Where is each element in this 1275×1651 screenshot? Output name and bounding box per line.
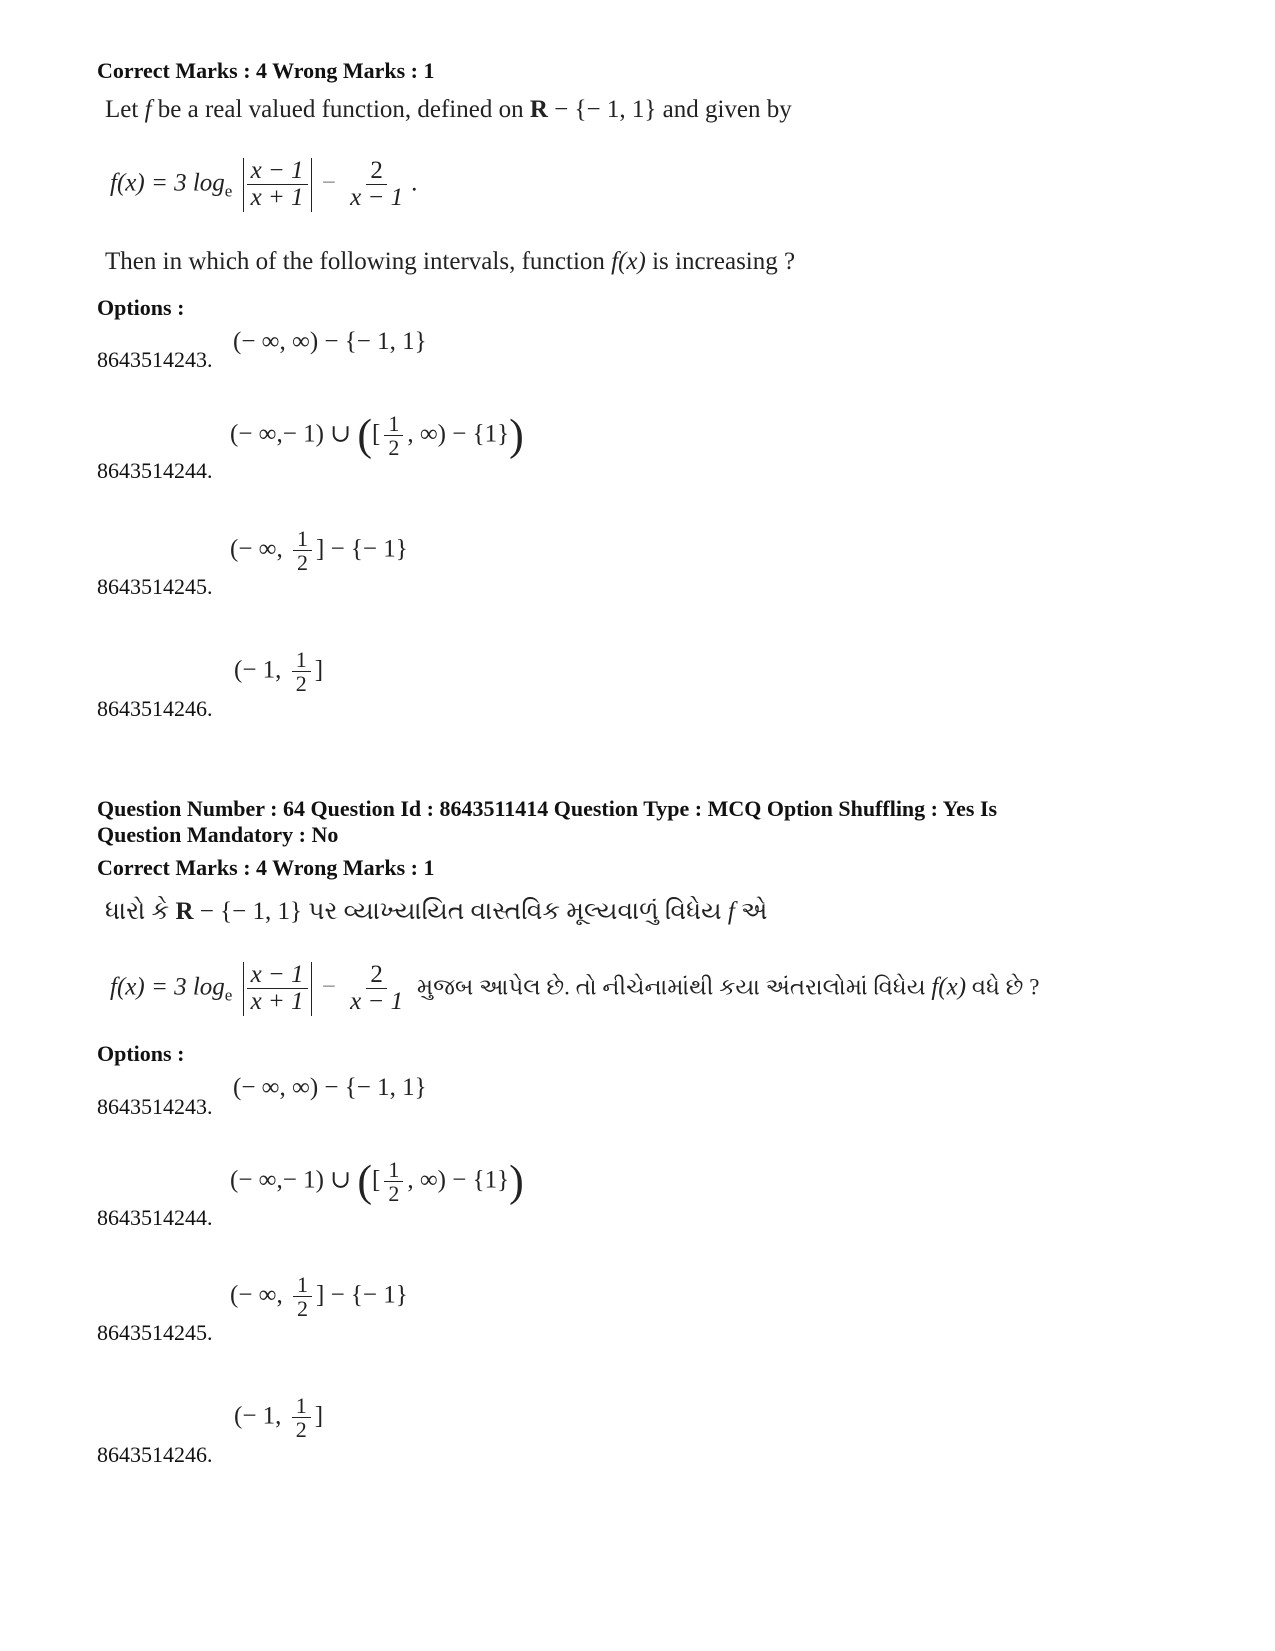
q1-question-pre: Then in which of the following intervals, function — [105, 248, 612, 275]
q2-intro — [105, 898, 767, 926]
q2-opt2-open: ( — [357, 1156, 373, 1206]
q2-option-4-text — [234, 1394, 323, 1441]
q2-opt4-den: 2 — [295, 1417, 307, 1443]
q2-opt2-post: , ∞) − {1} — [407, 1166, 510, 1194]
q1-formula-frac — [346, 158, 407, 212]
q1-question — [105, 248, 795, 276]
q2-formula — [110, 962, 1039, 1016]
opt2-post: , ∞) − {1} — [407, 420, 510, 448]
q1-intro-post: be a real valued function, defined on — [151, 96, 530, 123]
q2-formula-frac — [346, 962, 407, 1016]
opt3-post: ] − {− 1} — [316, 535, 408, 563]
opt3-pre: (− ∞, — [230, 535, 289, 563]
q2-option-2-text — [230, 1158, 524, 1205]
q2-header-line1: Question Number : 64 Question Id : 8643511414 Question Type : MCQ Option Shuffling : Yes Is — [97, 796, 998, 821]
q2-opt2-pre: (− ∞,− 1) ∪ — [230, 1166, 358, 1194]
opt4-frac — [292, 648, 311, 695]
q2-abs-den: x + 1 — [250, 988, 304, 1016]
opt4-pre: (− 1, — [234, 656, 288, 684]
q2-intro-post: − {− 1, 1} પર વ્યાખ્યાયિત વાસ્તવિક મૂલ્યવાળું વિધેય — [193, 898, 728, 925]
opt3-num: 1 — [293, 527, 312, 551]
q2-intro-end: એ — [734, 898, 768, 925]
q2-option-2-id: 8643514244. — [97, 1205, 213, 1230]
q2-abs-num: x − 1 — [247, 962, 308, 989]
q2-opt3-frac — [293, 1273, 312, 1320]
q1-intro — [105, 96, 792, 124]
opt3-frac — [293, 527, 312, 574]
q2-option-4-id: 8643514246. — [97, 1442, 213, 1467]
q2-opt2-bracket: [ — [372, 1166, 381, 1194]
q2-opt4-pre: (− 1, — [234, 1402, 288, 1430]
q2-intro-pre: ધારો કે — [105, 898, 176, 925]
opt2-den: 2 — [388, 435, 400, 461]
q1-abs-num: x − 1 — [247, 158, 308, 185]
q2-formula-tail-f: f(x) — [931, 973, 967, 1001]
q1-option-1-text: (− ∞, ∞) − {− 1, 1} — [233, 328, 427, 355]
q2-options-label: Options : — [97, 1041, 185, 1066]
opt4-den: 2 — [295, 671, 307, 697]
opt2-bracket: [ — [372, 420, 381, 448]
q1-abs-den: x + 1 — [250, 184, 304, 212]
q2-opt3-num: 1 — [293, 1273, 312, 1297]
q2-opt2-num: 1 — [384, 1158, 403, 1182]
q1-option-1-id: 8643514243. — [97, 347, 213, 372]
opt2-num: 1 — [384, 412, 403, 436]
q2-formula-minus: − — [321, 973, 336, 1001]
q2-option-3-text — [230, 1273, 408, 1320]
q1-option-4-id: 8643514246. — [97, 696, 213, 721]
q1-intro-set: − {− 1, 1} and given by — [547, 96, 792, 123]
q1-option-3-text — [230, 527, 408, 574]
opt2-open: ( — [357, 410, 373, 460]
q2-opt4-frac — [292, 1394, 311, 1441]
q2-opt2-den: 2 — [388, 1181, 400, 1207]
q1-frac-num: 2 — [366, 158, 387, 185]
q1-formula-abs — [243, 158, 312, 212]
q1-question-post: is increasing ? — [645, 248, 796, 275]
q2-formula-lhs: f(x) = 3 log — [110, 973, 225, 1001]
q1-question-f: f(x) — [611, 248, 646, 275]
opt3-den: 2 — [297, 550, 308, 576]
q1-intro-pre: Let — [105, 96, 145, 123]
opt2-close: ) — [509, 410, 524, 460]
q2-formula-tail-pre: મુજબ આપેલ છે. તો નીચેનામાંથી કયા અંતરાલોમાં વિધેય — [411, 974, 932, 1000]
q2-intro-f: f — [727, 898, 735, 925]
q1-marks: Correct Marks : 4 Wrong Marks : 1 — [97, 58, 435, 83]
q1-options-label: Options : — [97, 295, 185, 320]
opt2-pre: (− ∞,− 1) ∪ — [230, 420, 358, 448]
q1-option-2-text — [230, 412, 524, 459]
q1-intro-f: f — [144, 96, 152, 123]
q2-formula-base: e — [224, 985, 233, 1005]
q1-frac-den: x − 1 — [350, 184, 404, 212]
q1-formula-end: . — [411, 169, 418, 197]
q1-option-4-text — [234, 648, 323, 695]
q2-opt2-frac — [384, 1158, 403, 1205]
q2-opt3-den: 2 — [297, 1296, 308, 1322]
q2-intro-R: R — [175, 898, 194, 925]
q2-option-3-id: 8643514245. — [97, 1320, 213, 1345]
q1-formula-minus: − — [321, 169, 336, 197]
q2-opt3-pre: (− ∞, — [230, 1281, 289, 1309]
q1-formula — [110, 158, 417, 212]
q1-formula-base: e — [224, 181, 233, 201]
q1-option-3-id: 8643514245. — [97, 574, 213, 599]
q1-formula-lhs: f(x) = 3 log — [110, 169, 225, 197]
q2-option-1-text: (− ∞, ∞) − {− 1, 1} — [233, 1074, 427, 1101]
q1-option-2-id: 8643514244. — [97, 458, 213, 483]
q1-intro-R: R — [529, 96, 548, 123]
q2-opt4-post: ] — [314, 1402, 324, 1430]
q2-option-1-id: 8643514243. — [97, 1094, 213, 1119]
opt4-post: ] — [314, 656, 324, 684]
opt4-num: 1 — [292, 648, 311, 672]
opt2-frac — [384, 412, 403, 459]
q2-frac-num: 2 — [366, 962, 387, 989]
q2-formula-abs — [243, 962, 312, 1016]
q2-frac-den: x − 1 — [350, 988, 404, 1016]
q2-opt3-post: ] − {− 1} — [316, 1281, 408, 1309]
q2-opt2-close: ) — [509, 1156, 524, 1206]
q2-header-line2: Question Mandatory : No — [97, 822, 339, 847]
q2-opt4-num: 1 — [292, 1394, 311, 1418]
q2-marks: Correct Marks : 4 Wrong Marks : 1 — [97, 855, 435, 880]
q2-formula-tail-post: વધે છે ? — [966, 974, 1040, 1000]
